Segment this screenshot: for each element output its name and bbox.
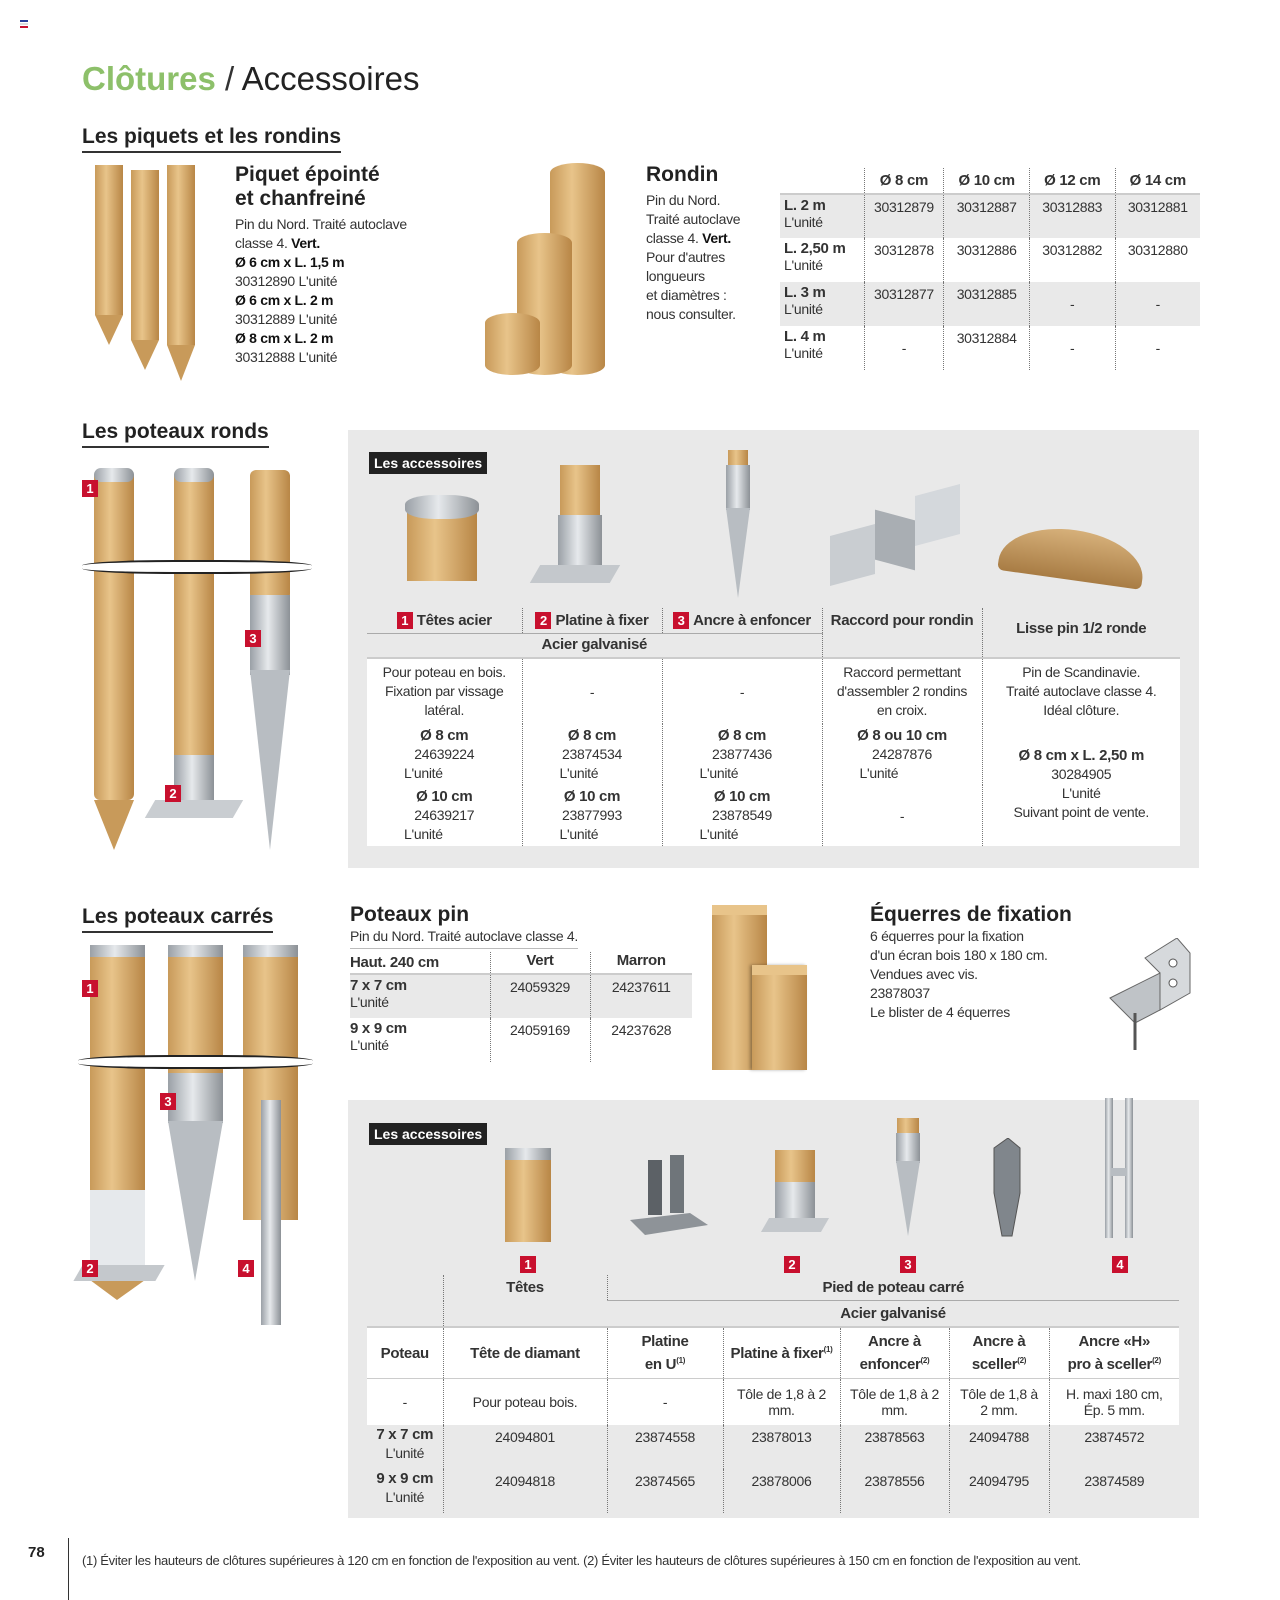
marker-4: 4 — [238, 1260, 254, 1277]
ancre-enfoncer-image — [892, 1118, 924, 1243]
marker-3: 3 — [245, 630, 261, 647]
table-row: 9 x 9 cm L'unité 24094818 23874565 23878006 23878556 24094795 23874589 — [367, 1469, 1179, 1513]
ancre-sceller-image — [990, 1138, 1024, 1238]
marker-1: 1 — [82, 980, 98, 997]
poteaux-pin-info: Poteaux pin Pin du Nord. Traité autoclave classe 4. — [350, 903, 578, 949]
poteaux-carres-image — [78, 945, 313, 1335]
page-number: 78 — [28, 1544, 45, 1561]
table-row: 7 x 7 cm L'unité 24059329 24237611 — [350, 974, 692, 1018]
table-row: L. 3 m L'unité 30312877 30312885 - - — [780, 282, 1200, 326]
piquet-image — [95, 165, 205, 385]
tete-diamant-cap — [505, 1148, 551, 1160]
raccord-image — [830, 480, 960, 590]
equerre-icon — [1105, 938, 1195, 1053]
poteaux-pin-image — [712, 905, 812, 1070]
accessoires-badge: Les accessoires — [369, 452, 487, 474]
section-title-poteaux-ronds: Les poteaux ronds — [82, 420, 269, 448]
rondin-table: Ø 8 cm Ø 10 cm Ø 12 cm Ø 14 cm L. 2 m L'unité 30312879 30312887 30312883 30312881 L. 2,50 m L'unité 30312878 30312886 30312882 30312880 L. 3 m L'unité 30312877 30312885 - - L. 4 m L'unité - 30312884 - - — [780, 168, 1200, 370]
accessoires-ronds-table: 1 Têtes acier 2 Platine à fixer 3 Ancre à enfoncer Raccord pour rondin Lisse pin 1/2 ronde Acier galvanisé Pour poteau en bois. Fixation par vissage latéral. - - Raccord permettant d'assembler 2 rondins en croix. Pin de Scandinavie. Traité autoclave classe 4. Idéal clôture. Ø 8 cm 24639224 L'unité Ø 8 cm 23874534 L'unité Ø 8 cm 23877436 L'unité Ø 8 ou 10 cm 24287876 L'unité Ø 8 cm x L. 2,50 m 30284905 L'unité Suivant point de vente. Ø 10 cm 24639217 L'unité Ø 10 cm 23877993 L'unité Ø 10 cm 23878549 L'unité - — [367, 608, 1180, 846]
rondin-image — [485, 163, 620, 378]
poteaux-ronds-image — [82, 465, 312, 865]
marker-3: 3 — [160, 1093, 176, 1110]
marker-2: 2 — [165, 785, 181, 802]
tete-acier-image — [405, 495, 480, 585]
section-title-piquets: Les piquets et les rondins — [82, 125, 341, 153]
ancre-h-image — [1105, 1098, 1135, 1243]
equerres-info: Équerres de fixation 6 équerres pour la fixation d'un écran bois 180 x 180 cm. Vendues avec vis. 23878037 Le blister de 4 équerres — [870, 903, 1072, 1020]
footer-divider — [68, 1538, 69, 1600]
accessoires-carres-table: Têtes Pied de poteau carré Acier galvanisé Poteau Tête de diamant Platine en $U^{(1)}$ Platine à fixer$^{(1)}$ Ancre à enfoncer$^{(2)}$ Ancre à sceller$^{(2)}$ Ancre «H» pro à sceller$^{(2)}$ - Pour poteau bois. - Tôle de 1,8 à 2 mm. Tôle de 1,8 à 2 mm. Tôle de 1,8 à 2 mm. H. maxi 180 cm, Ép. 5 mm. 7 x 7 cm L'unité 24094801 23874558 23878013 23878563 24094788 23874572 9 x 9 cm L'unité 24094818 23874565 23878006 23878556 24094795 23874589 — [367, 1275, 1179, 1513]
title-separator: / — [225, 60, 235, 97]
footnote: (1) Éviter les hauteurs de clôtures supérieures à 120 cm en fonction de l'exposition au vent. (2) Éviter les hauteurs de clôtures supérieures à 150 cm en fonction de l'exposition au vent. — [82, 1553, 1081, 1568]
marker-1: 1 — [82, 480, 98, 497]
platine-image — [530, 465, 620, 590]
title-category: Clôtures — [82, 60, 216, 97]
table-row: L. 4 m L'unité - 30312884 - - — [780, 326, 1200, 370]
ancre-image — [720, 450, 760, 605]
poteaux-pin-table: Haut. 240 cm Vert Marron 7 x 7 cm L'unité 24059329 24237611 9 x 9 cm L'unité 24059169 24237628 — [350, 952, 692, 1062]
tete-diamant-image — [505, 1150, 551, 1242]
platine-u-image — [630, 1155, 710, 1240]
platine-carre-image — [765, 1150, 825, 1240]
section-title-poteaux-carres: Les poteaux carrés — [82, 905, 273, 933]
rondin-info: Rondin Pin du Nord. Traité autoclave classe 4. Vert. Pour d'autres longueurs et diamètres : nous consulter. — [646, 163, 741, 322]
title-subcategory: Accessoires — [241, 60, 420, 97]
marker-2: 2 — [82, 1260, 98, 1277]
piquet-info: Piquet épointé et chanfreiné Pin du Nord. Traité autoclave classe 4. Vert. Ø 6 cm x L. 1,5 m 30312890 L'unité Ø 6 cm x L. 2 m 30312889 L'unité Ø 8 cm x L. 2 m 30312888 L'unité — [235, 163, 407, 365]
table-row: L. 2 m L'unité 30312879 30312887 30312883 30312881 — [780, 194, 1200, 238]
accessoires-badge: Les accessoires — [369, 1123, 487, 1145]
table-row: L. 2,50 m L'unité 30312878 30312886 30312882 30312880 — [780, 238, 1200, 282]
flag-icon — [20, 20, 28, 28]
page-title — [82, 60, 419, 98]
table-row: 7 x 7 cm L'unité 24094801 23874558 23878013 23878563 24094788 23874572 — [367, 1425, 1179, 1469]
table-row: 9 x 9 cm L'unité 24059169 24237628 — [350, 1018, 692, 1062]
